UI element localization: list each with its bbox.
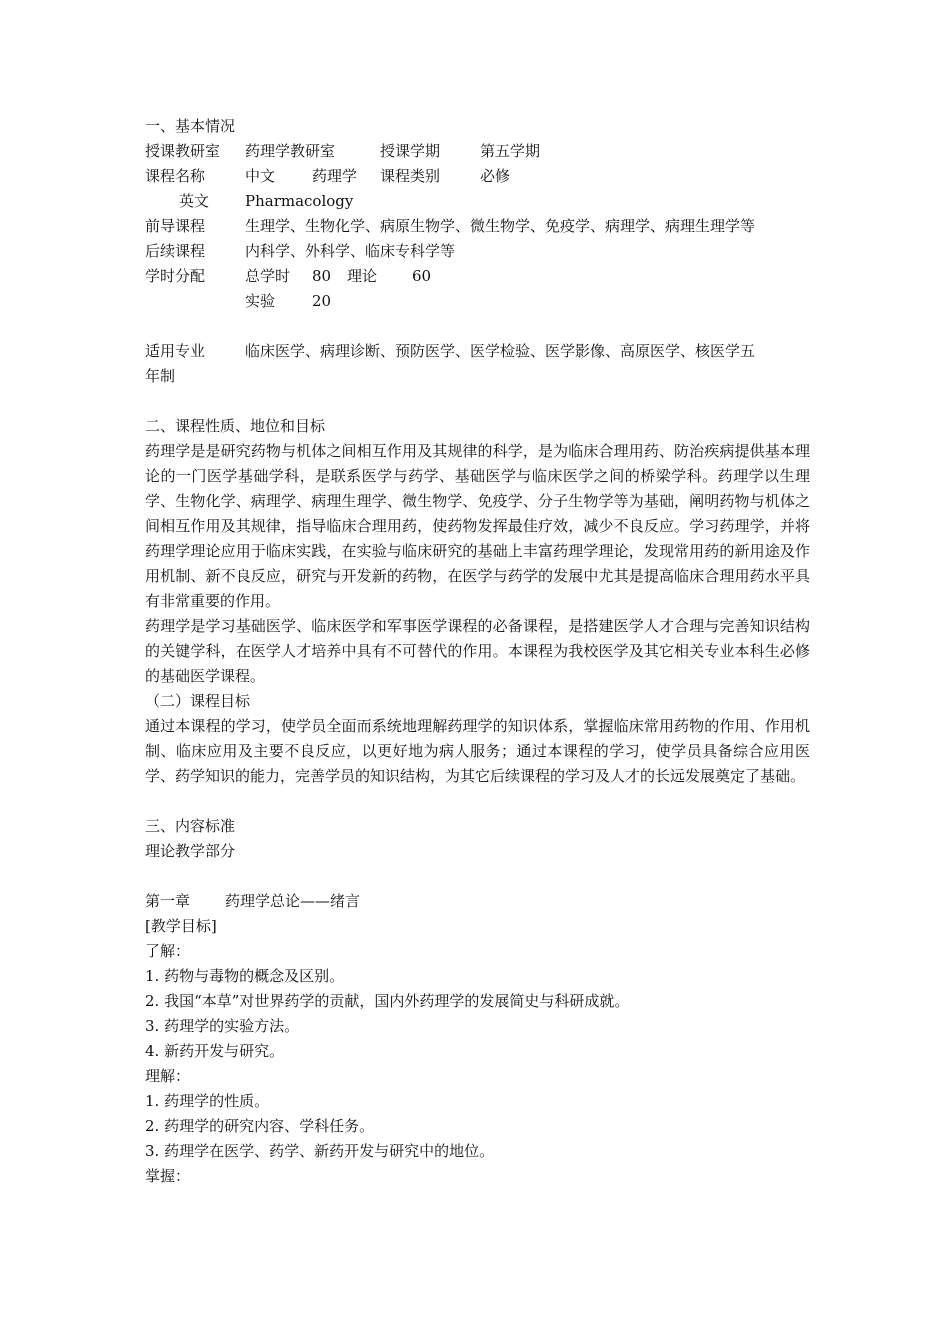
major-label: 适用专业 [145,342,206,360]
name-en-label: 英文 [179,192,210,210]
dept-row [145,139,810,164]
list-item: 2. 药理学的研究内容、学科任务。 [145,1117,375,1135]
major-row [145,339,810,364]
section3-heading: 三、内容标准 [145,817,236,835]
document-page [145,114,810,1189]
name-cn-value: 药理学 [312,167,358,185]
chapter-label: 第一章 [145,892,191,910]
list-item: 1. 药理学的性质。 [145,1092,270,1110]
list-item: 3. 药理学的实验方法。 [145,1017,300,1035]
total-hours-label: 总学时 [245,267,291,285]
chapter-title: 药理学总论——绪言 [225,892,361,910]
dept-label: 授课教研室 [145,142,221,160]
name-label: 课程名称 [145,167,206,185]
hours-label: 学时分配 [145,267,206,285]
list-item: 2. 我国“本草”对世界药学的贡献，国内外药理学的发展简史与科研成就。 [145,992,630,1010]
course-name-row [145,164,810,189]
theory-teaching-heading: 理论教学部分 [145,842,236,860]
teaching-objectives-label: [教学目标] [145,917,217,935]
category-label: 课程类别 [380,167,441,185]
prereq-label: 前导课程 [145,217,206,235]
term-value: 第五学期 [480,142,541,160]
section2-paragraph-3: 通过本课程的学习，使学员全面而系统地理解药理学的知识体系，掌握临床常用药物的作用、作用机制、临床应用及主要不良反应，以更好地为病人服务；通过本课程的学习，使学员具备综合应用医学、药学知识的能力，完善学员的知识结构，为其它后续课程的学习及人才的长远发展奠定了基础。 [145,717,810,785]
major-value: 临床医学、病理诊断、预防医学、医学检验、医学影像、高原医学、核医学五 [245,342,756,360]
name-en-value: Pharmacology [245,192,354,210]
prereq-row [145,214,810,239]
chapter-title-row [145,889,810,914]
hours-row [145,264,810,289]
lab-hours-label: 实验 [245,292,276,310]
major-value-continued: 年制 [145,367,176,385]
course-objectives-heading: （二）课程目标 [145,692,251,710]
section1-heading: 一、基本情况 [145,117,236,135]
term-label: 授课学期 [380,142,441,160]
category-value: 必修 [480,167,511,185]
follow-label: 后续课程 [145,242,206,260]
understand-label: 理解： [145,1067,191,1085]
list-item: 4. 新药开发与研究。 [145,1042,285,1060]
list-item: 1. 药物与毒物的概念及区别。 [145,967,345,985]
theory-hours-value: 60 [412,267,432,285]
theory-hours-label: 理论 [347,267,378,285]
spacer [145,389,810,414]
dept-value: 药理学教研室 [245,142,336,160]
lab-indent [145,289,245,314]
section2-paragraph-2: 药理学是学习基础医学、临床医学和军事医学课程的必备课程，是搭建医学人才合理与完善知识结构的关键学科，在医学人才培养中具有不可替代的作用。本课程为我校医学及其它相关专业本科生必修的基础医学课程。 [145,617,810,685]
section2-paragraph-1: 药理学是是研究药物与机体之间相互作用及其规律的科学，是为临床合理用药、防治疾病提供基本理论的一门医学基础学科，是联系医学与药学、基础医学与临床医学之间的桥梁学科。药理学以生理学、生物化学、病理学、病理生理学、微生物学、免疫学、分子生物学等为基础，阐明药物与机体之间相互作用及其规律，指导临床合理用药，使药物发挥最佳疗效，减少不良反应。学习药理学，并将药理学理论应用于临床实践，在实验与临床研究的基础上丰富药理学理论，发现常用药的新用途及作用机制、新不良反应，研究与开发新的药物，在医学与药学的发展中尤其是提高临床合理用药水平具有非常重要的作用。 [145,442,810,610]
lab-hours-row [145,289,810,314]
section2-heading: 二、课程性质、地位和目标 [145,417,326,435]
follow-row [145,239,810,264]
total-hours-value: 80 [312,267,332,285]
follow-value: 内科学、外科学、临床专科学等 [245,242,456,260]
spacer [145,314,810,339]
lab-hours-value: 20 [312,292,332,310]
prereq-value: 生理学、生物化学、病原生物学、微生物学、免疫学、病理学、病理生理学等 [245,217,756,235]
name-cn-label: 中文 [245,167,276,185]
course-en-row [145,189,810,214]
master-label: 掌握： [145,1167,191,1185]
list-item: 3. 药理学在医学、药学、新药开发与研究中的地位。 [145,1142,495,1160]
spacer [145,789,810,814]
spacer [145,864,810,889]
know-label: 了解： [145,942,191,960]
